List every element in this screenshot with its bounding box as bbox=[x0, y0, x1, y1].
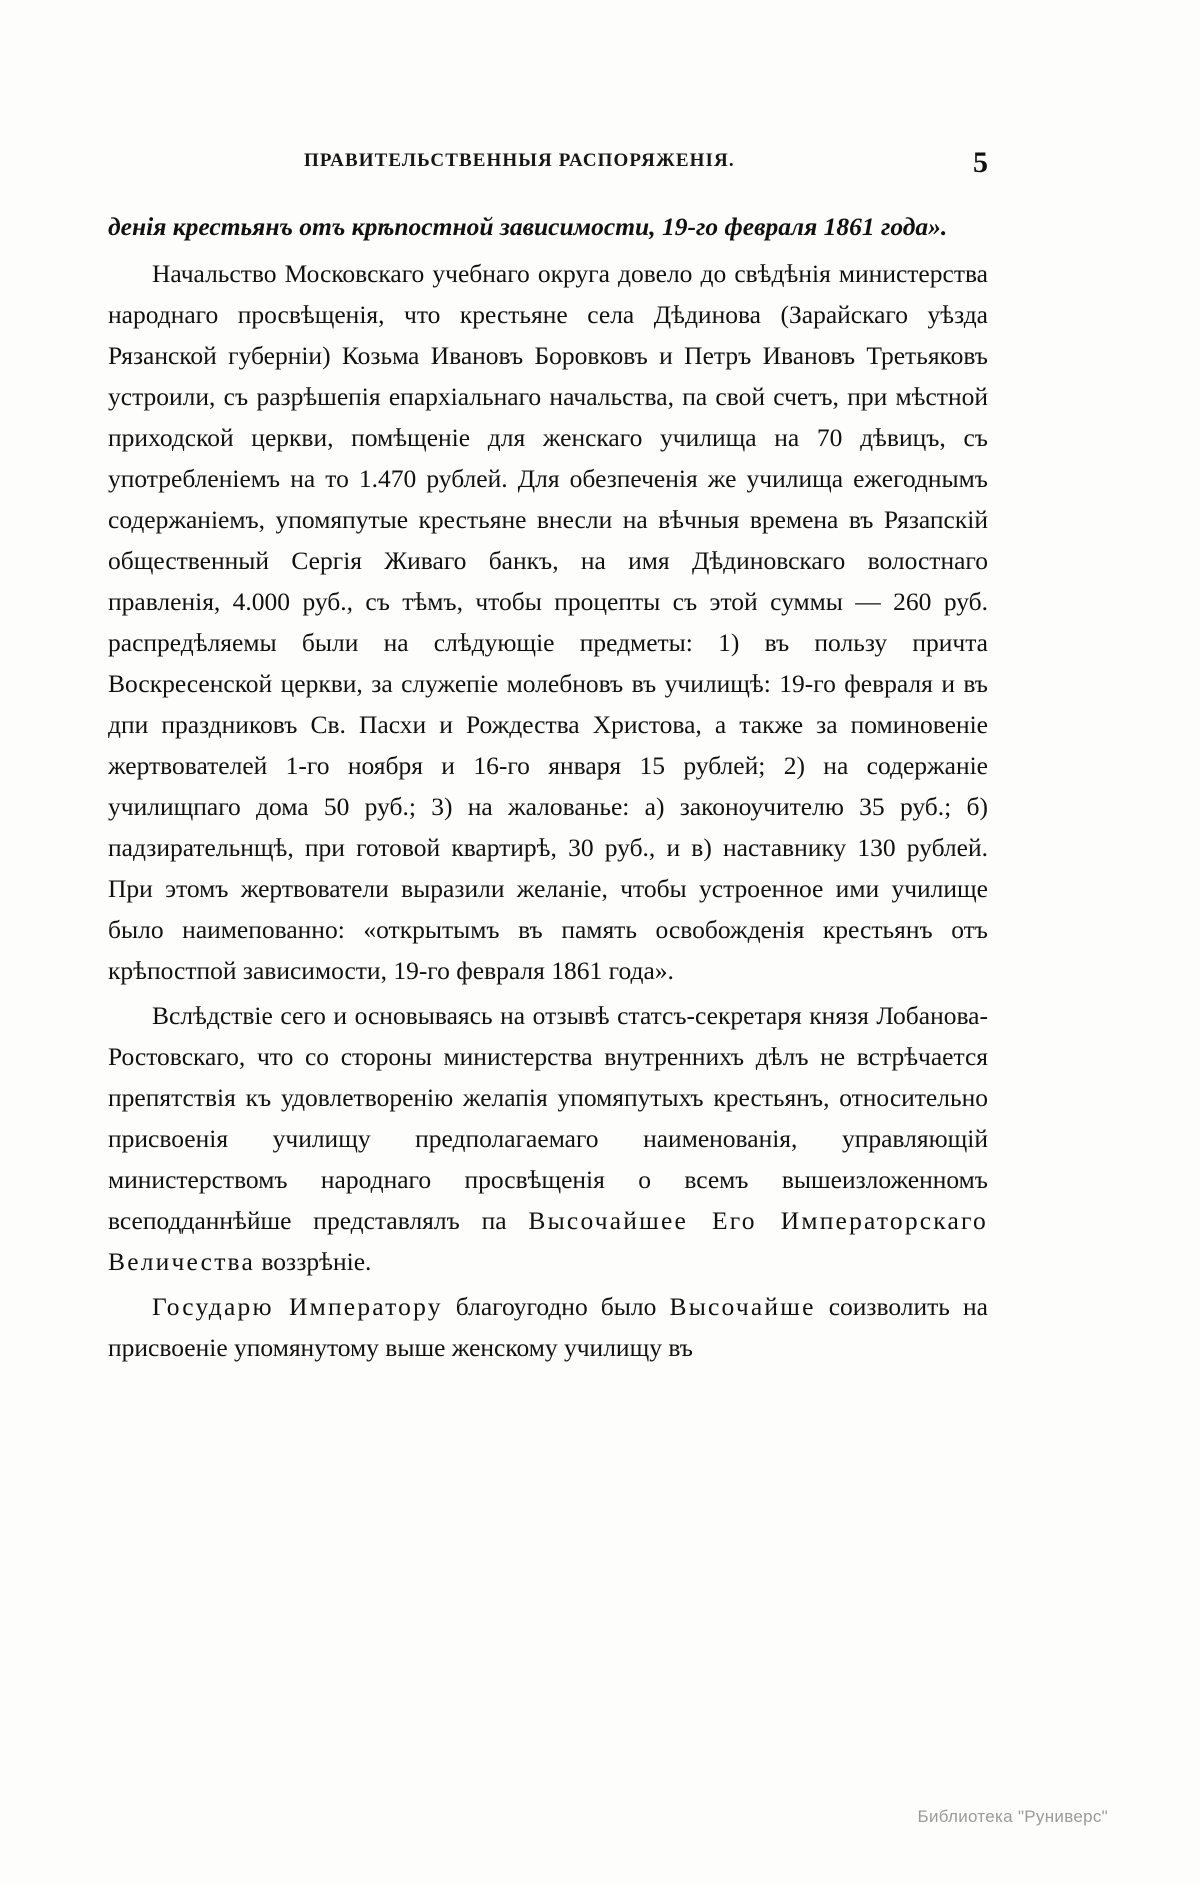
running-head-title: ПРАВИТЕЛЬСТВЕННЫЯ РАСПОРЯЖЕНІЯ. bbox=[304, 150, 735, 171]
paragraph-three bbox=[108, 1286, 988, 1368]
paragraph-three-emphasis: Высочайше bbox=[669, 1292, 816, 1321]
paragraph-three-mid: благоугодно было bbox=[442, 1292, 670, 1321]
paragraph-two-text: Вслѣдствіе сего и основываясь на отзывѣ статсъ-секретаря князя Лобанова-Ростовскаго, что со стороны министерства внутреннихъ дѣлъ не встрѣчается препятствія къ удовлетворенію желапія упомяпутыхъ крестьянъ, относительно присвоенія училищу предполагаемаго наименованія, управляющій министерствомъ народнаго просвѣщенія о всемъ вышеизложенномъ всеподданнѣйше представлялъ па bbox=[108, 1001, 988, 1235]
paragraph-one: Начальство Московскаго учебнаго округа довело до свѣдѣнія министерства народнаго просвѣщенія, что крестьяне села Дѣдинова (Зарайскаго уѣзда Рязанской губерніи) Козьма Ивановъ Боровковъ и Петръ Ивановъ Третьяковъ устроили, съ разрѣшепія епархіальнаго начальства, па свой счетъ, при мѣстной приходской церкви, помѣщеніе для женскаго училища на 70 дѣвицъ, съ употребленіемъ на то 1.470 рублей. Для обезпеченія же училища ежегоднымъ содержаніемъ, упомяпутые крестьяне внесли на вѣчныя времена въ Рязапскій общественный Сергія Живаго банкъ, на имя Дѣдиновскаго волостнаго правленія, 4.000 руб., съ тѣмъ, чтобы процепты съ этой суммы — 260 руб. распредѣляемы были на слѣдующіе предметы: 1) въ пользу причта Воскресенской церкви, за служепіе молебновъ въ училищѣ: 19-го февраля и въ дпи праздниковъ Св. Пасхи и Рождества Христова, а также за поминовеніе жертвователей 1-го ноября и 16-го января 15 рублей; 2) на содержаніе училищпаго дома 50 руб.; 3) на жалованье: а) законоучителю 35 руб.; б) падзирательнщѣ, при готовой квартирѣ, 30 руб., и в) наставнику 130 рублей. При этомъ жертвователи выразили желаніе, чтобы устроенное ими училище было наимепованно: «открытымъ въ память освобожденія крестьянъ отъ крѣпостпой зависимости, 19-го февраля 1861 года». bbox=[108, 259, 988, 985]
paragraph-two-emphasis: Высочайшее Его Императорскаго Величества bbox=[108, 1206, 988, 1276]
running-head bbox=[108, 146, 988, 190]
paragraph-three-lead: Государю Императору bbox=[152, 1292, 443, 1321]
continued-italic-passage: денія крестьянъ отъ крѣпостной зависимости, 19-го февраля 1861 года». bbox=[108, 212, 948, 241]
library-credit: Библиотека "Руниверс" bbox=[917, 1807, 1108, 1826]
page-content bbox=[108, 146, 988, 1368]
page-number: 5 bbox=[973, 146, 988, 179]
paragraph-three-tail: соизволить на присвоеніе упомянутому выше женскому училищу въ bbox=[108, 1292, 988, 1362]
paragraph-two-tail: воззрѣніе. bbox=[254, 1247, 372, 1276]
paragraph-two bbox=[108, 995, 988, 1282]
